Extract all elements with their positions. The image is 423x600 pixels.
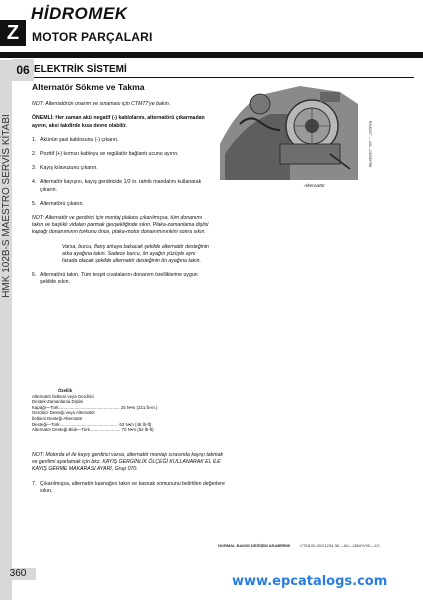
alternator-photo [220, 84, 358, 180]
spec-line: İletkeni Desteği-Alternatör [32, 415, 83, 421]
step-item [32, 151, 212, 158]
step-text: Alternatör kayışını, kayış gerdiricide 1/2 in. tahrik mandalını kullanarak çıkarın. [40, 179, 202, 193]
note-text: NOT: Alternatörün onarım ve sınaması için CTM77'ye bakın. [32, 101, 171, 108]
procedure-heading: Alternatör Sökme ve Takma [32, 82, 145, 92]
step-number: 1. [32, 136, 37, 143]
step-number: 2. [32, 151, 37, 158]
photo-code: RG8167 —UN—09SEP98 [368, 120, 373, 168]
note-text: Varsa, burcu, flanş arkaya bakacak şekilde alternatör desteğinin arka ayağına takın. Sadece burcu, ön ayağın yüzüyle aynı hizada olacak şekilde alternatör desteğinin ön ayağına takın. [62, 243, 209, 265]
step-item [32, 272, 212, 286]
main-content-continued [32, 452, 227, 502]
step-item [32, 137, 212, 144]
step-number: 7. [32, 480, 37, 487]
step-text: Kayış kılavuzunu çıkarın. [40, 165, 98, 172]
step-item [32, 201, 212, 208]
spec-line: Alternatör İletkeni veya Gerdirici [32, 393, 95, 399]
chapter-number-box: 06 [12, 59, 34, 81]
spec-line: Desteği—Tork................................................ 63 N•m (46 lb-ft) [32, 421, 152, 427]
step-text: Çıkarılmışsa, alternatör kasnağını takın ve kasnak somununu belirtilen değerlere sıkın. [40, 480, 225, 494]
footer-right-text: CTM100,JDG1234,38 —60—26NOV99—1/2 [300, 543, 380, 548]
main-content [32, 84, 212, 294]
spec-line: Alternatör Desteği-Blok—Tork......................... 70 N•m (52 lb-ft) [32, 427, 154, 433]
step-text: Akünün şasi kablosunu (-) çıkarın. [40, 136, 119, 143]
warning-text: ÖNEMLİ: Her zaman akü negatif (-) kablolarını, alternatörü çıkarmadan ayırın, aksi takdirde kısa devre olabilir. [32, 115, 205, 129]
page-number: 360 [0, 568, 36, 580]
step-item [32, 165, 212, 172]
step-number: 5. [32, 200, 37, 207]
chapter-title: ELEKTRİK SİSTEMİ [34, 64, 127, 75]
step-text: Alternatörü takın. Tüm tespit cıvatalarını donanım özelliklerine uygun şekilde sıkın. [40, 272, 198, 286]
photo-caption: Alternatör [304, 184, 325, 189]
spec-line: Kapağı—Tork.................................................. 25 N•m (221 lb-in.) [32, 404, 158, 410]
step-number: 3. [32, 165, 37, 172]
step-item [32, 481, 227, 495]
note-text: NOT: Alternatör ve gerdirici için montaj plakası çıkarılmışsa, tüm donanımı takın ve başlıklı vidaları parmak gevşekliğinde sıkın. Plaka-zamanlama dişlisi kapağı donanımının torkunu önce, plaka-motor donanımınınkini sonra sıkın. [32, 215, 209, 236]
watermark-link[interactable]: www.epcatalogs.com [232, 574, 388, 589]
brand-logo: HİDROMEK [31, 4, 128, 23]
step-number: 4. [32, 179, 37, 186]
spec-line: Destek-Zamanlama Dişlisi [32, 399, 83, 405]
side-label: HMK 102B-S MAESTRO SERVİS KİTABI [1, 114, 12, 298]
chapter-rule [34, 77, 414, 78]
section-letter-box: Z [0, 20, 26, 46]
spec-title: Özellik [58, 388, 73, 393]
spec-line: Gerdirici Desteği veya Alternatör [32, 410, 95, 416]
section-title: MOTOR PARÇALARI [32, 30, 153, 44]
step-number: 6. [32, 272, 37, 279]
footer-left-text: NORMAL BAKIM DEĞİŞİM ARABİRİMİ [218, 543, 290, 548]
step-item [32, 179, 212, 193]
step-text: Pozitif (+) kırmızı kabloyu ve regülatör bağlantı ucunu ayırın. [40, 151, 179, 158]
step-text: Alternatörü çıkarın. [40, 200, 84, 207]
header-rule [0, 52, 423, 58]
specification-block [32, 388, 217, 433]
note-text: NOT: Motorda el ile kayış gerdirici varsa, alternatör montajı sırasında kayışı takmak ve gerilimi ayarlamak için bkz. KAYIŞ GERGİNLİK ÖLÇEĞİ KULLANARAK EL İLE KAYIŞ GERME MAKARASI AYARI, Grup 070. [32, 452, 224, 473]
